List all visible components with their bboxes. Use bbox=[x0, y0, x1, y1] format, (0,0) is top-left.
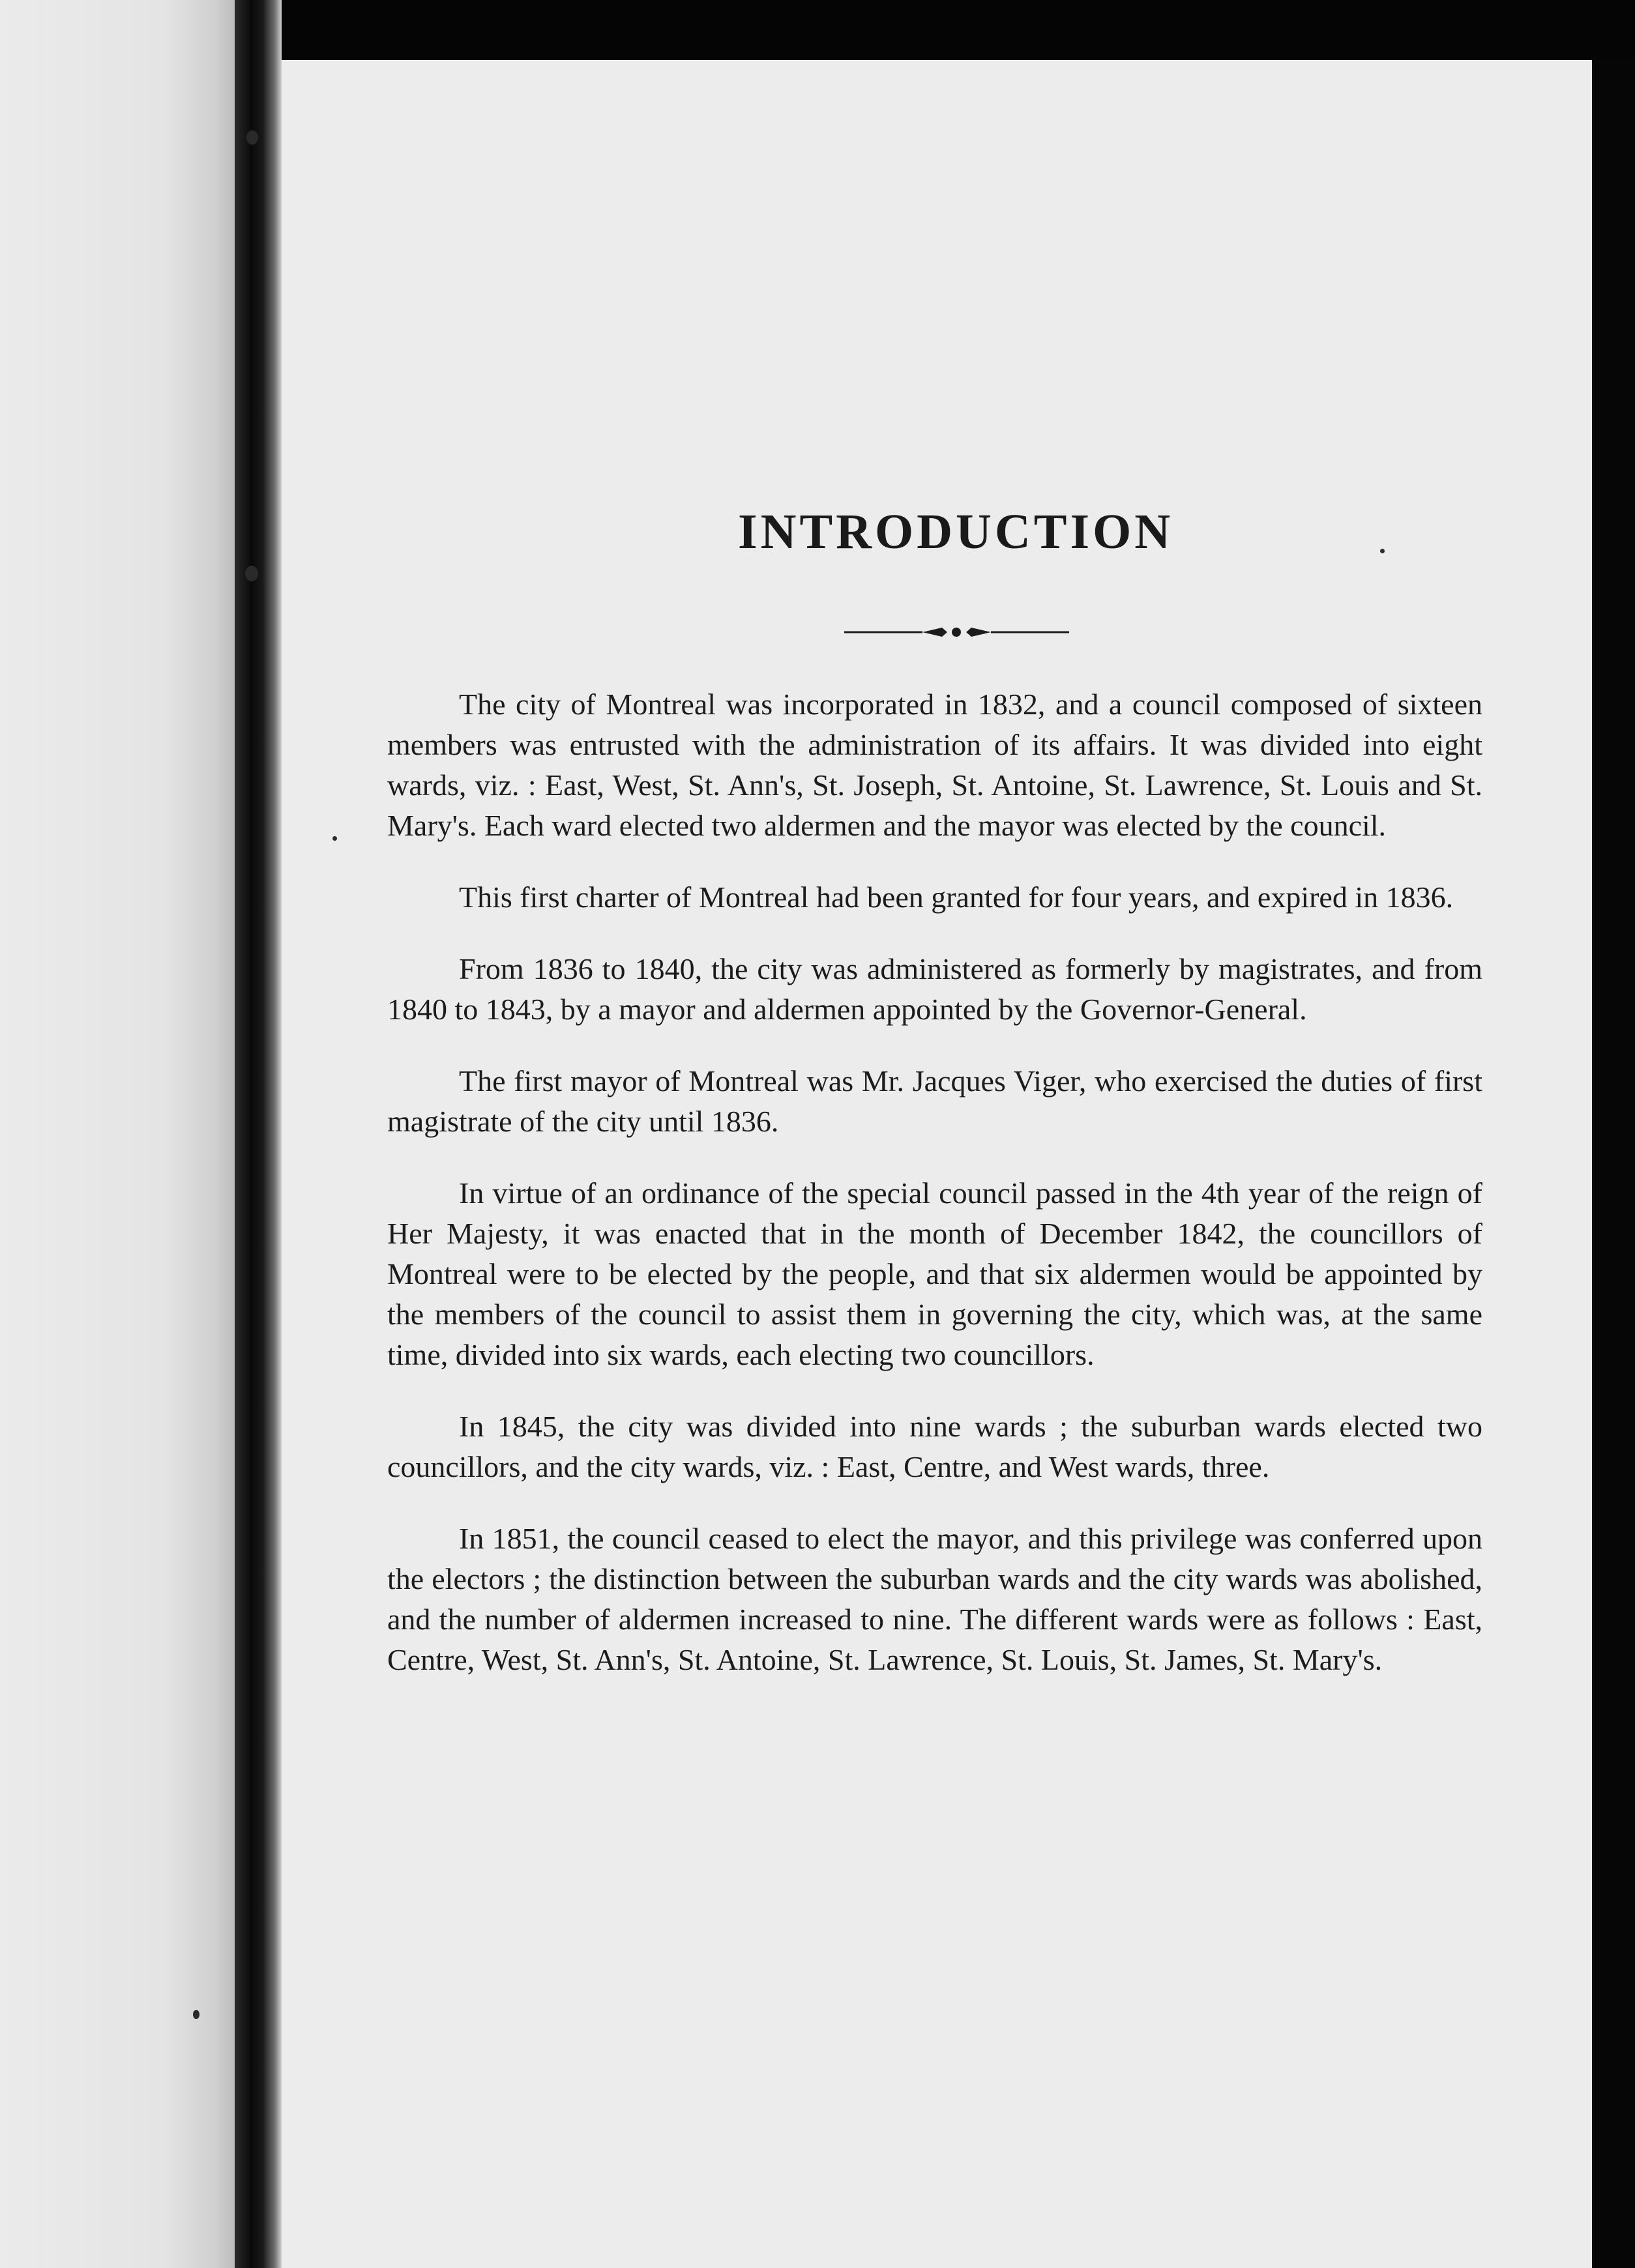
scan-border-right bbox=[1592, 60, 1635, 2268]
book-gutter bbox=[235, 0, 282, 2268]
binding-mark bbox=[246, 130, 258, 145]
paragraph: In 1851, the council ceased to elect the mayor, and this privilege was conferred upon the electors ; the distinction between the suburban wards and the city wards was abolished, and the number of aldermen increased to nine. The different wards were as follows : East, Centre, West, St. Ann's, St. Antoine, St. Lawrence, St. Louis, St. James, St. Mary's. bbox=[387, 1522, 1482, 1676]
paragraph: The first mayor of Montreal was Mr. Jacques Viger, who exercised the duties of first magistrate of the city until 1836. bbox=[387, 1064, 1482, 1138]
ink-speck bbox=[332, 836, 337, 841]
body-text bbox=[387, 684, 1482, 1711]
paragraph: In 1845, the city was divided into nine wards ; the suburban wards elected two councillors, and the city wards, viz. : East, Centre, and West wards, three. bbox=[387, 1410, 1482, 1483]
scan-border-top bbox=[282, 0, 1635, 60]
left-page bbox=[0, 0, 235, 2268]
paragraph: In virtue of an ordinance of the special council passed in the 4th year of the reign of Her Majesty, it was enacted that in the month of December 1842, the councillors of Montreal were to be elected by the people, and that six aldermen would be appointed by the members of the council to assist them in governing the city, which was, at the same time, divided into six wards, each electing two councillors. bbox=[387, 1176, 1482, 1371]
paragraph: This first charter of Montreal had been granted for four years, and expired in 1836. bbox=[459, 880, 1454, 914]
ornamental-rule-icon bbox=[844, 619, 1069, 645]
paragraph: From 1836 to 1840, the city was administered as formerly by magistrates, and from 1840 to 1843, by a mayor and aldermen appointed by the Governor-General. bbox=[387, 952, 1482, 1026]
binding-mark bbox=[193, 2010, 199, 2019]
binding-mark bbox=[245, 566, 258, 581]
ink-speck bbox=[1380, 549, 1385, 553]
page-heading: INTRODUCTION bbox=[738, 504, 1174, 559]
paragraph: The city of Montreal was incorporated in 1832, and a council composed of sixteen members was entrusted with the administration of its affairs. It was divided into eight wards, viz. : East, West, St. Ann's, St. Joseph, St. Antoine, St. Lawrence, St. Louis and St. Mary's. Each ward elected two aldermen and the mayor was elected by the council. bbox=[387, 688, 1482, 842]
